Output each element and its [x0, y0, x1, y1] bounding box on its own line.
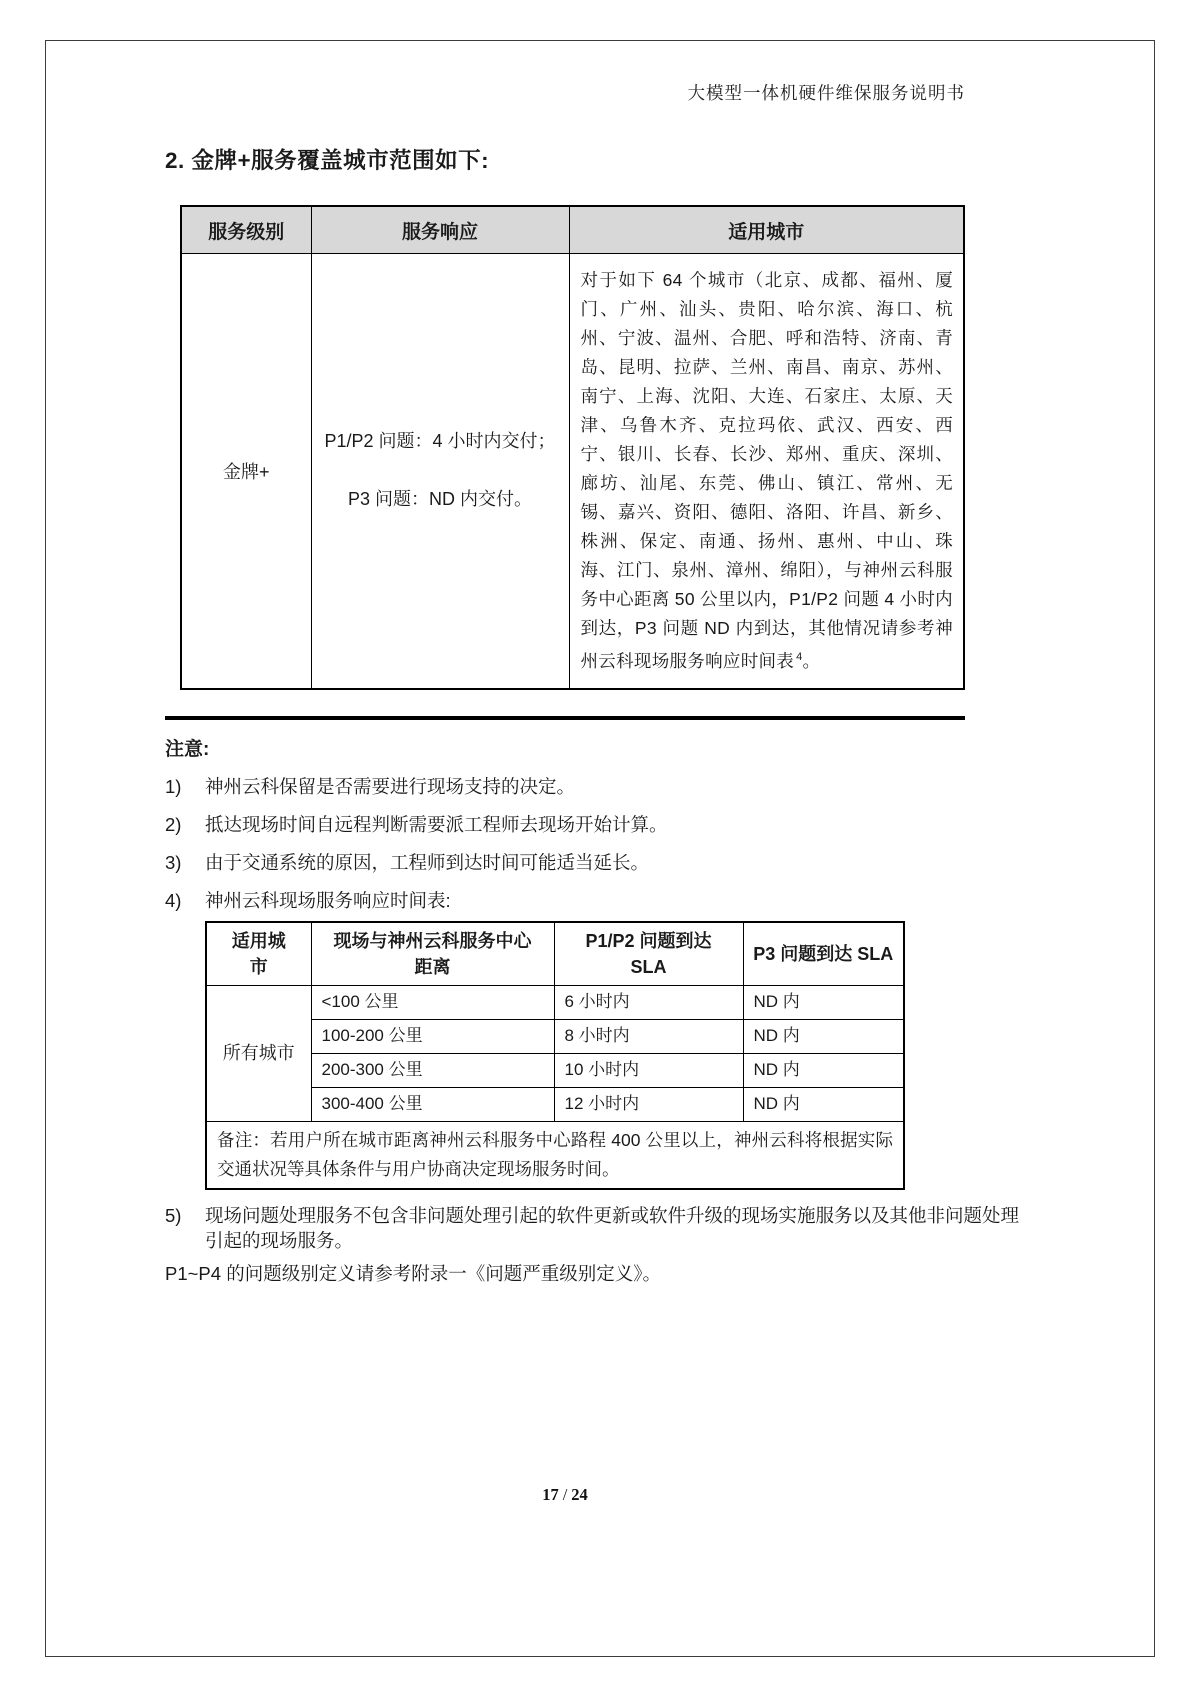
service-response-cell	[311, 254, 569, 689]
header-applicable-city: 适用城市	[206, 922, 311, 986]
p12-sla-cell: 8 小时内	[554, 1019, 743, 1053]
page-total: 24	[571, 1485, 588, 1504]
footnote-ref-4: 4	[796, 651, 803, 663]
note-item-3	[165, 850, 965, 875]
page-number	[165, 1485, 965, 1505]
header-p3-sla: P3 问题到达 SLA	[743, 922, 904, 986]
distance-cell: 100-200 公里	[311, 1019, 554, 1053]
sla-row	[206, 985, 904, 1019]
sla-remark-row	[206, 1121, 904, 1189]
notice-label: 注意:	[165, 738, 210, 760]
header-service-response: 服务响应	[311, 206, 569, 254]
header-service-level: 服务级别	[181, 206, 311, 254]
appendix-reference: P1~P4 的问题级别定义请参考附录一《问题严重级别定义》。	[165, 1262, 661, 1284]
doc-header-title: 大模型一体机硬件维保服务说明书	[687, 83, 965, 103]
sla-row	[206, 1053, 904, 1087]
note-item-4	[165, 888, 965, 913]
header-distance: 现场与神州云科服务中心距离	[311, 922, 554, 986]
note-number: 2)	[165, 813, 182, 835]
distance-cell: 300-400 公里	[311, 1087, 554, 1121]
distance-cell: 200-300 公里	[311, 1053, 554, 1087]
applicable-cities-cell	[569, 254, 964, 689]
header-applicable-cities: 适用城市	[569, 206, 964, 254]
sla-row	[206, 1019, 904, 1053]
sla-row	[206, 1087, 904, 1121]
divider-rule	[165, 716, 965, 720]
note-text: 现场问题处理服务不包含非问题处理引起的软件更新或软件升级的现场实施服务以及其他非问题处理引起的现场服务。	[205, 1204, 1020, 1251]
note-item-5	[165, 1203, 1035, 1253]
p12-sla-cell: 12 小时内	[554, 1087, 743, 1121]
city-scope-cell: 所有城市	[206, 985, 311, 1121]
p3-sla-cell: ND 内	[743, 1087, 904, 1121]
note-number: 4)	[165, 889, 182, 911]
p12-sla-cell: 10 小时内	[554, 1053, 743, 1087]
service-table-body-row	[181, 254, 964, 689]
cities-text-end: 。	[802, 650, 821, 671]
response-p3-text: P3 问题：ND 内交付。	[347, 489, 533, 510]
response-p12-text: P1/P2 问题：4 小时内交付；	[324, 431, 556, 452]
service-level-cell: 金牌+	[181, 254, 311, 689]
service-coverage-table	[180, 205, 965, 690]
page-separator: /	[562, 1485, 568, 1504]
p3-sla-cell: ND 内	[743, 1019, 904, 1053]
note-text: 神州云科现场服务响应时间表:	[205, 889, 451, 911]
note-item-1	[165, 774, 965, 799]
p12-sla-cell: 6 小时内	[554, 985, 743, 1019]
p3-sla-cell: ND 内	[743, 985, 904, 1019]
remark-cell: 备注：若用户所在城市距离神州云科服务中心路程 400 公里以上，神州云科将根据实际交通状况等具体条件与用户协商决定现场服务时间。	[206, 1121, 904, 1189]
note-number: 3)	[165, 851, 182, 873]
page-current: 17	[542, 1485, 559, 1504]
note-item-2	[165, 812, 965, 837]
sla-response-table	[205, 921, 905, 1190]
note-number: 1)	[165, 775, 182, 797]
note-number: 5)	[165, 1204, 182, 1226]
header-p12-sla: P1/P2 问题到达 SLA	[554, 922, 743, 986]
section-heading: 2. 金牌+服务覆盖城市范围如下:	[165, 148, 490, 173]
service-table-header-row	[181, 206, 964, 254]
note-text: 由于交通系统的原因，工程师到达时间可能适当延长。	[205, 851, 650, 873]
note-text: 抵达现场时间自远程判断需要派工程师去现场开始计算。	[205, 813, 668, 835]
applicable-cities-text: 对于如下 64 个城市（北京、成都、福州、厦门、广州、汕头、贵阳、哈尔滨、海口、杭州、宁波、温州、合肥、呼和浩特、济南、青岛、昆明、拉萨、兰州、南昌、南京、苏州、南宁、上海、沈阳、大连、石家庄、太原、天津、乌鲁木齐、克拉玛依、武汉、西安、西宁、银川、长春、长沙、郑州、重庆、深圳、廊坊、汕尾、东莞、佛山、镇江、常州、无锡、嘉兴、资阳、德阳、洛阳、许昌、新乡、株洲、保定、南通、扬州、惠州、中山、珠海、江门、泉州、漳州、绵阳），与神州云科服务中心距离 50 公里以内，P1/P2 问题 4 小时内到达，P3 问题 ND 内到达，其他情况请参考神州云科现场服务响应时间表	[580, 270, 953, 671]
note-text: 神州云科保留是否需要进行现场支持的决定。	[205, 775, 576, 797]
distance-cell: <100 公里	[311, 985, 554, 1019]
sla-table-header-row	[206, 922, 904, 986]
p3-sla-cell: ND 内	[743, 1053, 904, 1087]
document-content	[165, 0, 1020, 1286]
